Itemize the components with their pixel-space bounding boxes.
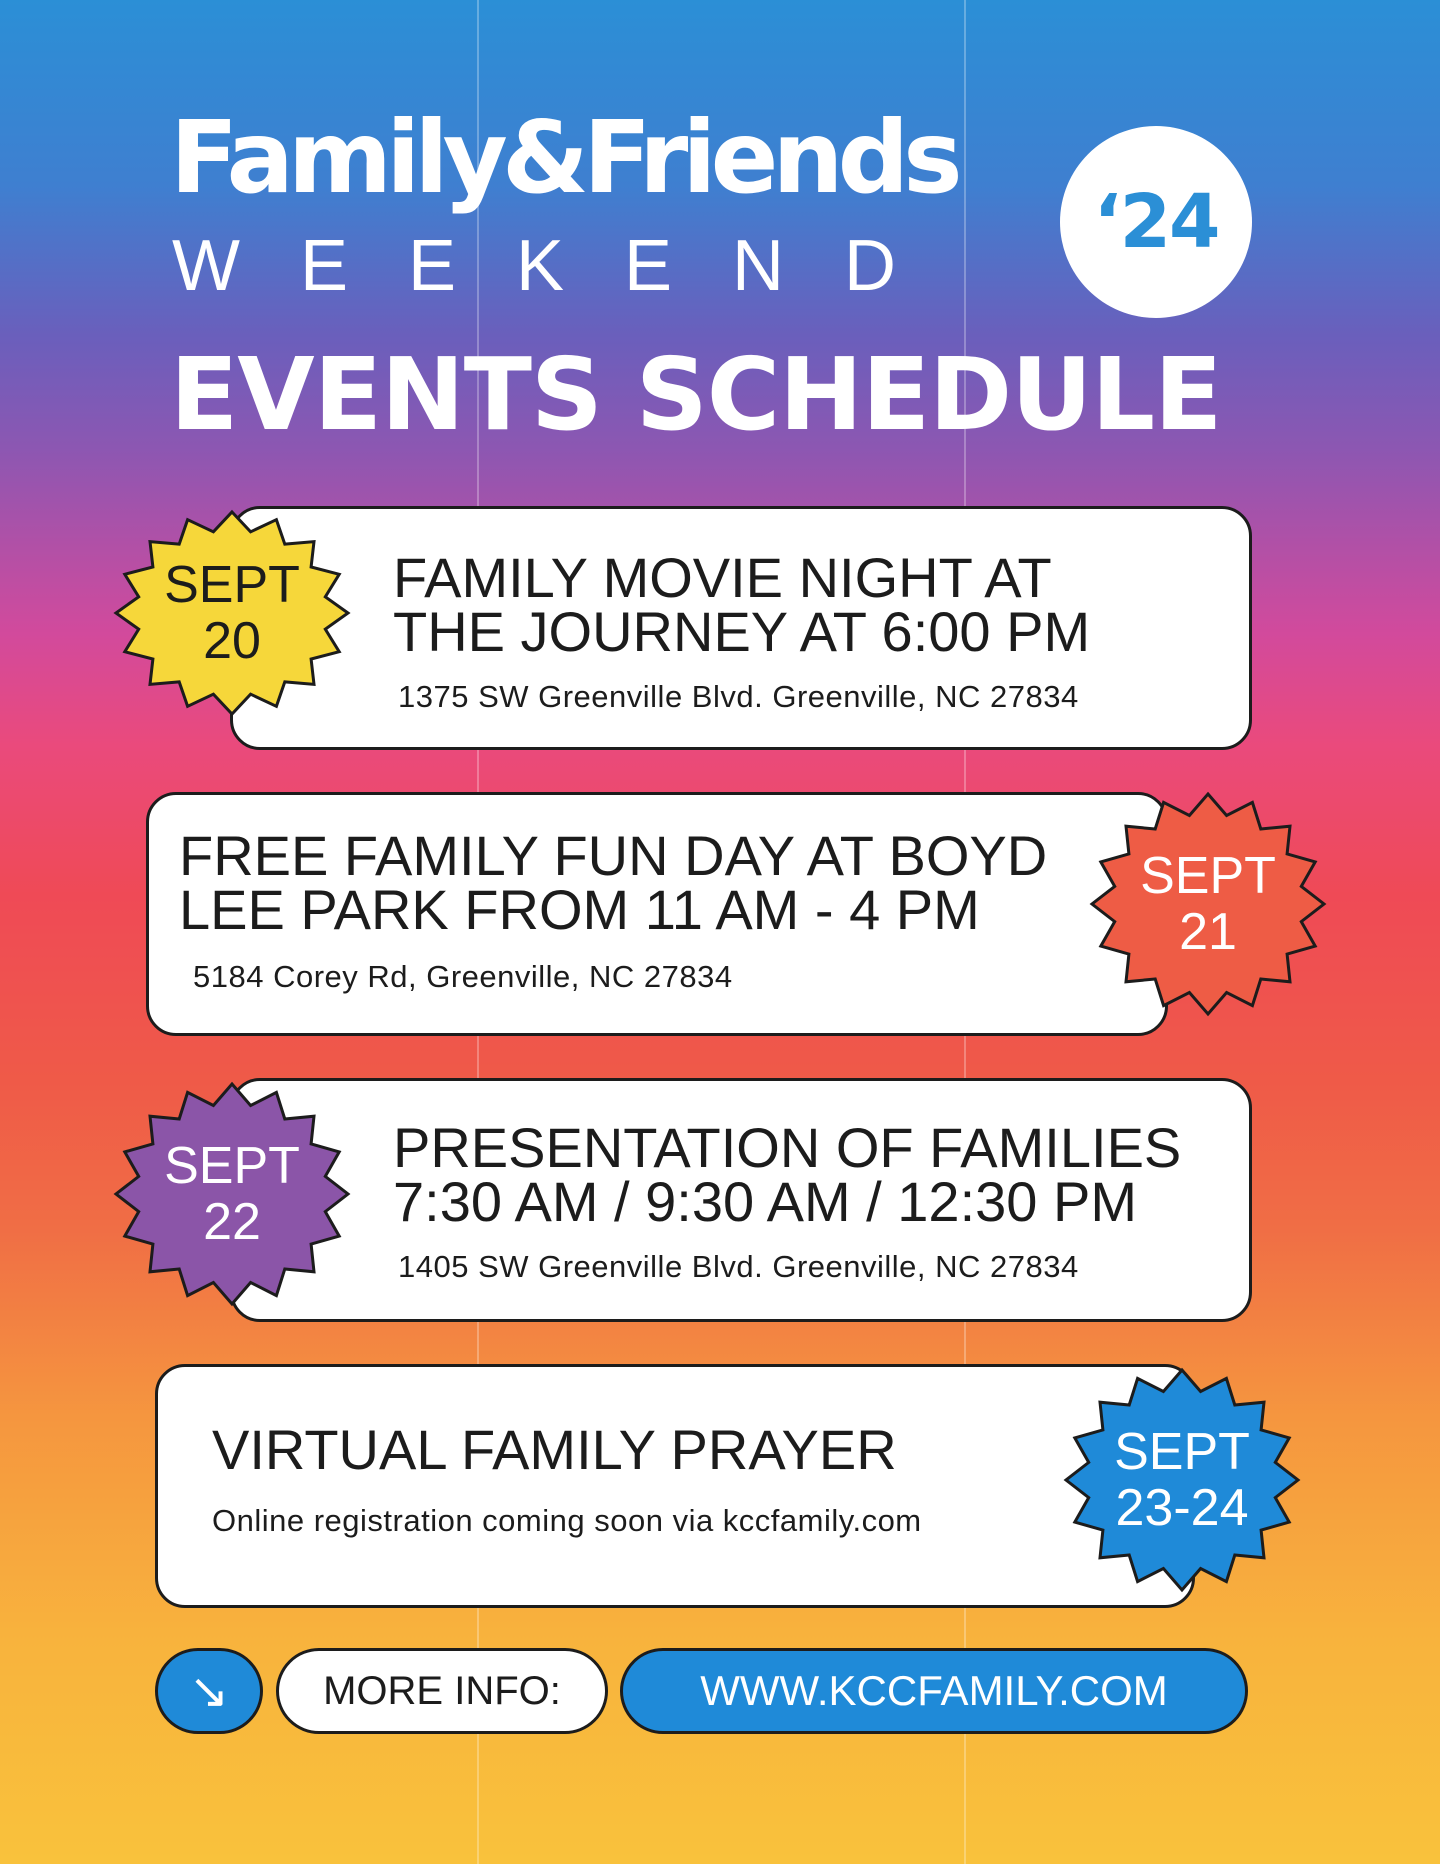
event-registration-note: Online registration coming soon via kccfamily.com <box>212 1503 922 1538</box>
year-label: ‘24 <box>1093 179 1219 265</box>
event-title-line1: FREE FAMILY FUN DAY AT BOYD <box>179 824 1048 887</box>
event-address: 1375 SW Greenville Blvd. Greenville, NC 27834 <box>398 679 1079 714</box>
event-card-sept-22 <box>230 1078 1252 1322</box>
website-link[interactable] <box>620 1648 1248 1734</box>
website-link-text[interactable]: WWW.KCCFAMILY.COM <box>700 1667 1168 1714</box>
event-title-logo: Family&Friends <box>170 99 957 216</box>
arrow-down-right-icon: ↘ <box>188 1663 230 1719</box>
date-day: 22 <box>203 1193 261 1251</box>
event-title: VIRTUAL FAMILY PRAYER <box>212 1418 897 1481</box>
event-card-sept-23-24 <box>155 1364 1195 1608</box>
date-badge-sept-23-24 <box>1062 1366 1302 1594</box>
weekend-subtitle: WEEKEND <box>172 226 957 306</box>
event-title-line2: THE JOURNEY AT 6:00 PM <box>393 600 1091 663</box>
year-badge <box>1060 126 1252 318</box>
date-badge-sept-22 <box>112 1080 352 1308</box>
more-info-label <box>276 1648 608 1734</box>
event-card-sept-20 <box>230 506 1252 750</box>
date-month: SEPT <box>1114 1423 1250 1481</box>
date-month: SEPT <box>164 1137 300 1195</box>
date-day: 23-24 <box>1115 1479 1249 1537</box>
date-badge-sept-21 <box>1088 790 1328 1018</box>
event-title-line1: PRESENTATION OF FAMILIES <box>393 1116 1182 1179</box>
more-info-text: MORE INFO: <box>323 1668 561 1713</box>
event-address: 5184 Corey Rd, Greenville, NC 27834 <box>193 959 733 994</box>
event-title-line2: 7:30 AM / 9:30 AM / 12:30 PM <box>393 1170 1137 1233</box>
date-badge-sept-20 <box>112 508 352 718</box>
arrow-button[interactable] <box>155 1648 263 1734</box>
event-card-sept-21 <box>146 792 1168 1036</box>
date-month: SEPT <box>1140 847 1276 905</box>
event-address: 1405 SW Greenville Blvd. Greenville, NC 27834 <box>398 1249 1079 1284</box>
date-day: 20 <box>203 612 261 670</box>
event-title-line1: FAMILY MOVIE NIGHT AT <box>393 546 1052 609</box>
page-title: EVENTS SCHEDULE <box>170 336 1222 453</box>
event-title-line2: LEE PARK FROM 11 AM - 4 PM <box>179 878 980 941</box>
date-day: 21 <box>1179 903 1237 961</box>
date-month: SEPT <box>164 556 300 614</box>
